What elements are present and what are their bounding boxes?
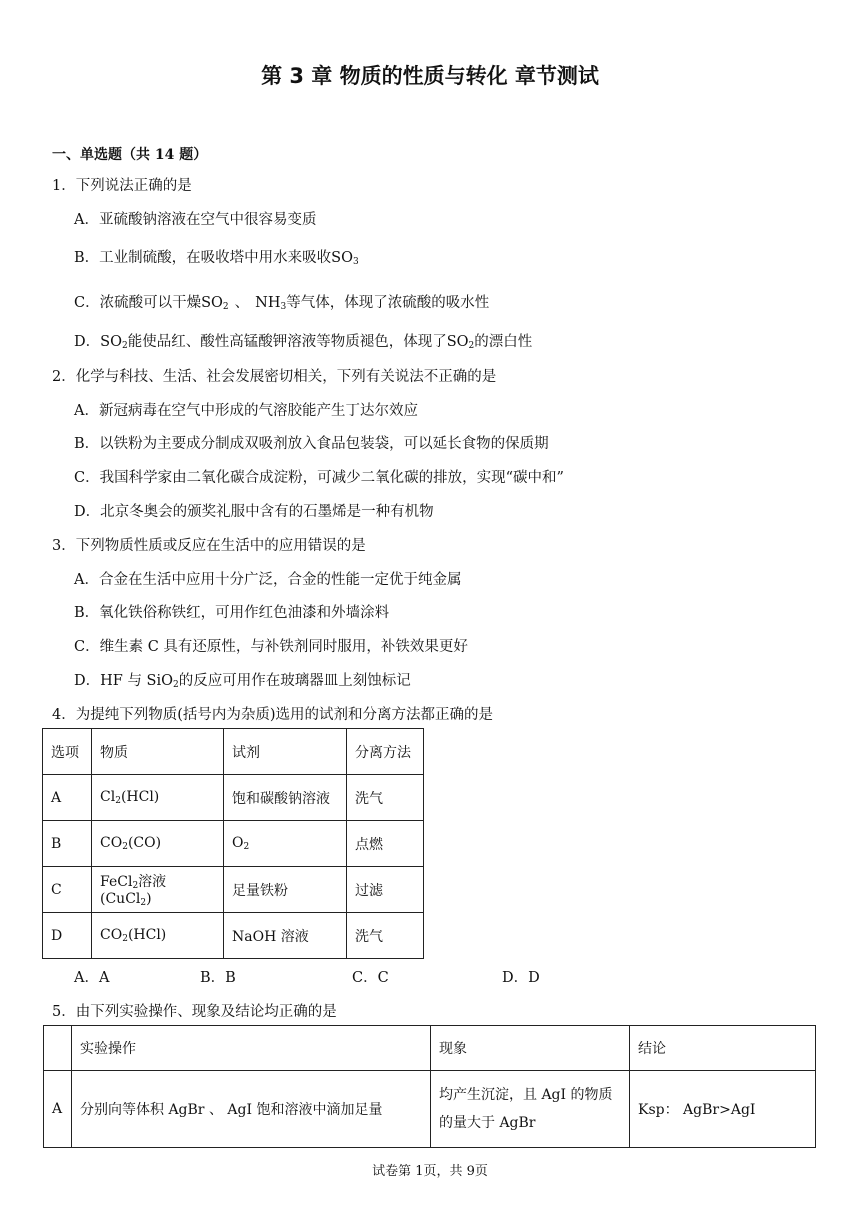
text: (HCl): [120, 789, 160, 805]
text: 等气体，体现了浓硫酸的吸水性: [286, 295, 490, 311]
question-2-option-d: D．北京冬奥会的颁奖礼服中含有的石墨烯是一种有机物: [74, 504, 434, 520]
subscript: 3: [280, 302, 287, 312]
text: D．: [74, 334, 101, 350]
subscript: 2: [122, 934, 128, 944]
subscript: 2: [132, 881, 139, 891]
subscript: 2: [222, 302, 229, 312]
table-header-row: [43, 729, 424, 775]
header-cell: 物质: [92, 729, 224, 775]
reagent-cell: 饱和碳酸钠溶液: [224, 775, 347, 821]
substance-cell: [92, 775, 224, 821]
text: O: [232, 835, 244, 851]
subscript: 2: [121, 341, 128, 351]
question-3-option-c: C．维生素 C 具有还原性，与补铁剂同时服用，补铁效果更好: [74, 639, 468, 655]
text: D．HF 与 SiO: [74, 673, 174, 689]
text: C．浓硫酸可以干燥: [74, 295, 202, 311]
text: B．工业制硫酸，在吸收塔中用水来吸收: [74, 250, 332, 266]
text: (CO): [127, 835, 162, 851]
page-title: 第 3 章 物质的性质与转化 章节测试: [261, 64, 599, 88]
header-cell: 结论: [630, 1026, 816, 1071]
substance-cell: [92, 821, 224, 867]
table-row: [43, 775, 424, 821]
reagent-cell: NaOH 溶液: [224, 913, 347, 959]
question-2-option-b: B．以铁粉为主要成分制成双吸剂放入食品包装袋，可以延长食物的保质期: [74, 436, 549, 452]
table-header-row: [44, 1026, 816, 1071]
question-3-option-a: A．合金在生活中应用十分广泛，合金的性能一定优于纯金属: [74, 572, 462, 588]
table-row: [43, 821, 424, 867]
subscript: 2: [122, 842, 128, 852]
table-row: [43, 913, 424, 959]
option-cell: A: [43, 775, 92, 821]
formula: SO: [201, 295, 223, 311]
conclusion-cell: Ksp： AgBr>AgI: [630, 1071, 816, 1148]
option-cell: A: [44, 1071, 72, 1148]
formula: SO: [446, 334, 469, 350]
substance-cell: [92, 867, 224, 913]
reagent-cell: 足量铁粉: [224, 867, 347, 913]
question-1-option-a: A．亚硫酸钠溶液在空气中很容易变质: [74, 212, 317, 228]
question-1-option-d: [74, 330, 532, 351]
reagent-cell: [224, 821, 347, 867]
question-1-option-c: [74, 291, 489, 312]
text: 能使品红、酸性高锰酸钾溶液等物质褪色，体现了: [127, 334, 447, 350]
text: 、: [234, 295, 250, 311]
question-2-stem: 2．化学与科技、生活、社会发展密切相关，下列有关说法不正确的是: [52, 369, 497, 385]
question-4-answer-b: B．B: [200, 970, 236, 986]
question-2-option-c: C．我国科学家由二氧化碳合成淀粉，可减少二氧化碳的排放，实现“碳中和”: [74, 470, 564, 486]
question-4-stem: 4．为提纯下列物质(括号内为杂质)选用的试剂和分离方法都正确的是: [52, 707, 494, 723]
page-footer: 试卷第 1页，共 9页: [372, 1164, 488, 1179]
table-row: [44, 1071, 816, 1148]
question-3-stem: 3．下列物质性质或反应在生活中的应用错误的是: [52, 538, 366, 554]
question-3-option-b: B．氧化铁俗称铁红，可用作红色油漆和外墙涂料: [74, 605, 390, 621]
text: 的反应可用作在玻璃器皿上刻蚀标记: [178, 673, 411, 689]
header-cell: [44, 1026, 72, 1071]
method-cell: 过滤: [347, 867, 424, 913]
subscript: 2: [468, 341, 475, 351]
text: (HCl): [127, 927, 167, 943]
option-cell: B: [43, 821, 92, 867]
formula: SO: [331, 250, 353, 266]
question-5-table: [43, 1025, 816, 1148]
method-cell: 洗气: [347, 913, 424, 959]
method-cell: 洗气: [347, 775, 424, 821]
method-cell: 点燃: [347, 821, 424, 867]
header-cell: 现象: [431, 1026, 630, 1071]
question-1-stem: 1．下列说法正确的是: [52, 178, 192, 194]
header-cell: 选项: [43, 729, 92, 775]
text: Cl: [100, 789, 116, 805]
text: CO: [100, 835, 123, 851]
section-heading: 一、单选题（共 14 题）: [52, 147, 208, 163]
formula: NH: [255, 295, 281, 311]
phenomenon-cell: 均产生沉淀，且 AgI 的物质的量大于 AgBr: [431, 1071, 630, 1148]
formula: SO: [100, 334, 122, 350]
question-1-option-b: [74, 246, 359, 267]
subscript: 2: [115, 796, 121, 806]
table-row: [43, 867, 424, 913]
option-cell: D: [43, 913, 92, 959]
text: 的漂白性: [474, 334, 533, 350]
subscript: 2: [173, 680, 179, 690]
question-4-answer-a: A．A: [74, 970, 110, 986]
text: 溶液(CuCl: [100, 874, 167, 907]
subscript: 3: [352, 257, 359, 267]
header-cell: 试剂: [224, 729, 347, 775]
question-5-stem: 5．由下列实验操作、现象及结论均正确的是: [52, 1004, 337, 1020]
question-3-option-d: [74, 669, 411, 690]
question-4-table: [42, 728, 424, 959]
subscript: 2: [243, 842, 250, 852]
option-cell: C: [43, 867, 92, 913]
text: FeCl: [100, 874, 133, 890]
question-4-answer-d: D．D: [502, 970, 540, 986]
subscript: 2: [140, 898, 147, 908]
substance-cell: [92, 913, 224, 959]
question-4-answer-c: C．C: [352, 970, 389, 986]
operation-cell: 分别向等体积 AgBr 、 AgI 饱和溶液中滴加足量: [72, 1071, 431, 1148]
text: CO: [100, 927, 123, 943]
header-cell: 实验操作: [72, 1026, 431, 1071]
text: ): [146, 891, 152, 907]
question-2-option-a: A．新冠病毒在空气中形成的气溶胶能产生丁达尔效应: [74, 403, 418, 419]
header-cell: 分离方法: [347, 729, 424, 775]
